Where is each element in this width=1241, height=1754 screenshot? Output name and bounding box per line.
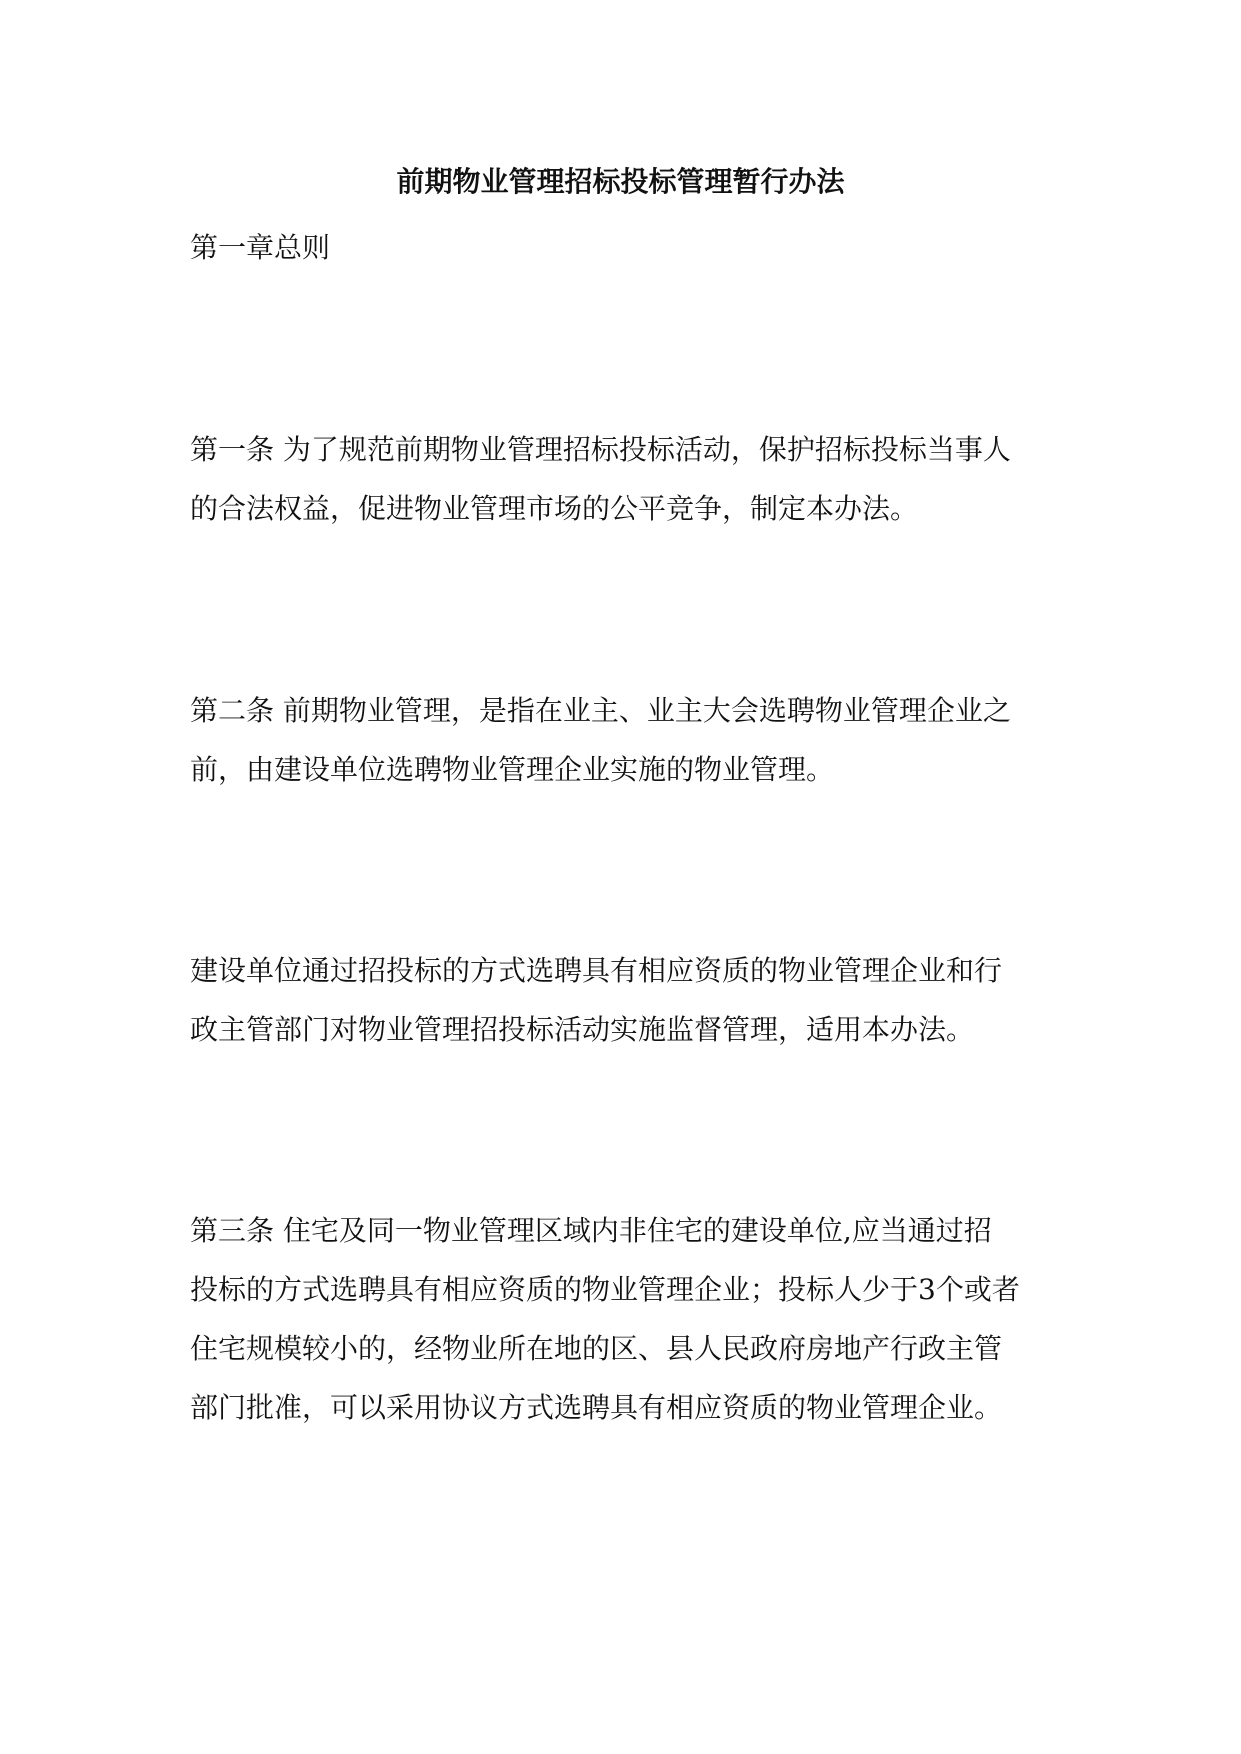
paragraph-line: 政主管部门对物业管理招投标活动实施监督管理，适用本办法。 xyxy=(190,1013,975,1046)
article-paragraph xyxy=(190,941,1060,1059)
article-paragraph xyxy=(190,420,1060,538)
paragraph-line: 前，由建设单位选聘物业管理企业实施的物业管理。 xyxy=(190,753,835,786)
paragraph-line: 建设单位通过招投标的方式选聘具有相应资质的物业管理企业和行 xyxy=(190,954,1003,987)
paragraph-line: 部门批准，可以采用协议方式选聘具有相应资质的物业管理企业。 xyxy=(190,1391,1003,1424)
article-paragraph xyxy=(190,1201,1060,1437)
paragraph-line: 的合法权益，促进物业管理市场的公平竞争，制定本办法。 xyxy=(190,492,919,525)
paragraph-line: 第一条 为了规范前期物业管理招标投标活动，保护招标投标当事人 xyxy=(190,433,1011,466)
paragraph-line: 第三条 住宅及同一物业管理区域内非住宅的建设单位,应当通过招 xyxy=(190,1214,992,1247)
paragraph-line: 住宅规模较小的，经物业所在地的区、县人民政府房地产行政主管 xyxy=(190,1332,1003,1365)
paragraph-line: 第二条 前期物业管理，是指在业主、业主大会选聘物业管理企业之 xyxy=(190,694,1011,727)
paragraph-line: 投标的方式选聘具有相应资质的物业管理企业；投标人少于3个或者 xyxy=(190,1273,1020,1306)
chapter-heading: 第一章总则 xyxy=(190,231,331,264)
article-paragraph xyxy=(190,681,1060,799)
document-title: 前期物业管理招标投标管理暂行办法 xyxy=(396,165,845,198)
